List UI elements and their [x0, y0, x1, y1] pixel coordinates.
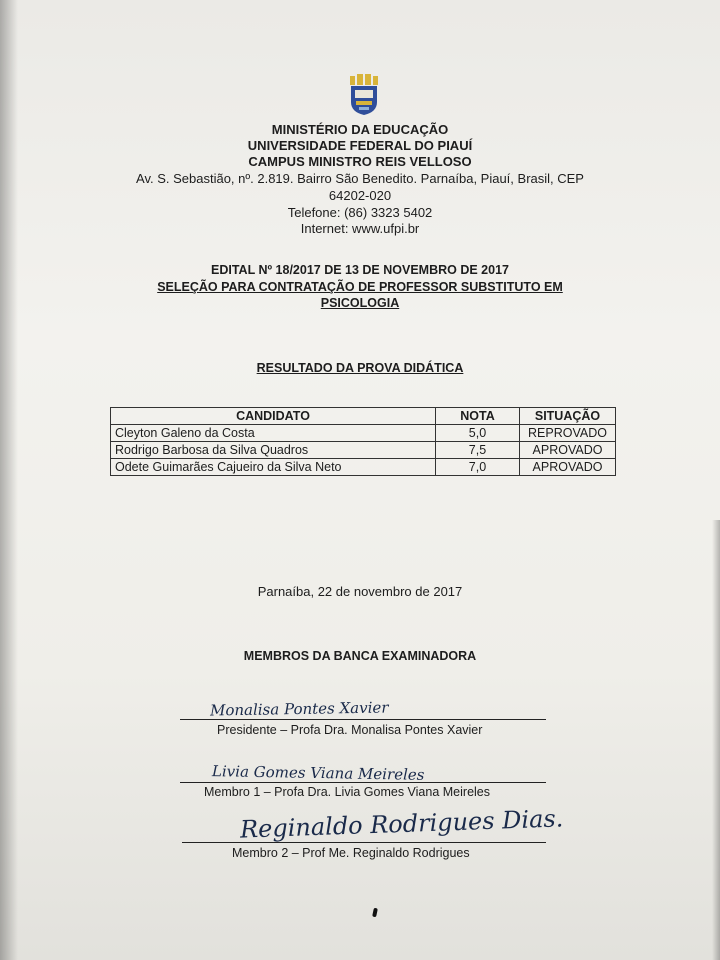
address-line-1: Av. S. Sebastião, nº. 2.819. Bairro São Benedito. Parnaíba, Piauí, Brasil, CEP [136, 171, 584, 186]
result-table [110, 407, 616, 476]
edital-number: EDITAL Nº 18/2017 DE 13 DE NOVEMBRO DE 2017 [211, 263, 509, 277]
signature-member-1: Livia Gomes Viana Meireles [211, 762, 425, 784]
result-title: RESULTADO DA PROVA DIDÁTICA [256, 361, 464, 375]
candidate-status: APROVADO [520, 442, 616, 459]
signature-line [180, 782, 546, 783]
phone: Telefone: (86) 3323 5402 [287, 205, 433, 220]
column-header-grade: NOTA [436, 408, 520, 425]
signatory-label-member-1: Membro 1 – Profa Dra. Livia Gomes Viana Meireles [204, 785, 490, 799]
ministry-name: MINISTÉRIO DA EDUCAÇÃO [271, 122, 449, 137]
campus-name: CAMPUS MINISTRO REIS VELLOSO [248, 154, 472, 169]
signature-president: Monalisa Pontes Xavier [209, 698, 389, 720]
candidate-name: Rodrigo Barbosa da Silva Quadros [111, 442, 436, 459]
signature-member-2: Reginaldo Rodrigues Dias. [239, 804, 564, 844]
edital-subject-line-1: SELEÇÃO PARA CONTRATAÇÃO DE PROFESSOR SUBSTITUTO EM [157, 280, 563, 294]
candidate-name: Cleyton Galeno da Costa [111, 425, 436, 442]
column-header-candidate: CANDIDATO [111, 408, 436, 425]
candidate-grade: 7,5 [436, 442, 520, 459]
board-title: MEMBROS DA BANCA EXAMINADORA [243, 649, 477, 663]
candidate-status: APROVADO [520, 459, 616, 476]
ufpi-logo-icon [348, 72, 380, 116]
table-row [111, 459, 616, 476]
signature-line [182, 842, 546, 843]
table-row [111, 425, 616, 442]
internet: Internet: www.ufpi.br [300, 221, 420, 236]
signatory-label-president: Presidente – Profa Dra. Monalisa Pontes Xavier [217, 723, 483, 737]
signatory-label-member-2: Membro 2 – Prof Me. Reginaldo Rodrigues [232, 846, 470, 860]
signature-line [180, 719, 546, 720]
table-row [111, 442, 616, 459]
column-header-status: SITUAÇÃO [520, 408, 616, 425]
university-name: UNIVERSIDADE FEDERAL DO PIAUÍ [247, 138, 473, 153]
table-header-row [111, 408, 616, 425]
candidate-status: REPROVADO [520, 425, 616, 442]
date-line: Parnaíba, 22 de novembro de 2017 [257, 584, 463, 599]
edital-subject-line-2: PSICOLOGIA [320, 296, 400, 310]
candidate-grade: 7,0 [436, 459, 520, 476]
candidate-grade: 5,0 [436, 425, 520, 442]
candidate-name: Odete Guimarães Cajueiro da Silva Neto [111, 459, 436, 476]
ink-mark [372, 908, 378, 918]
address-line-2: 64202-020 [328, 188, 392, 203]
